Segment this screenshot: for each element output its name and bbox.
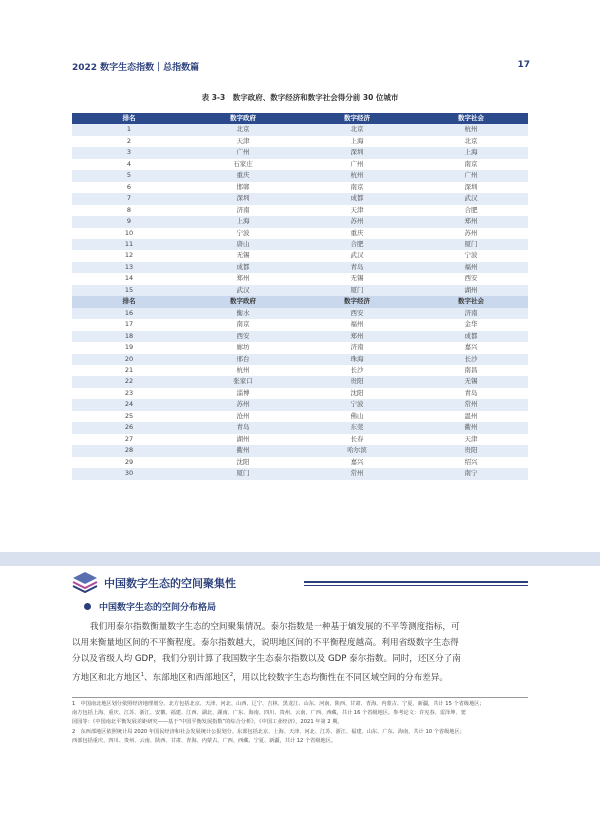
economy-city-cell: 无锡	[300, 273, 414, 284]
running-header: 2022 数字生态指数｜总指数篇	[72, 63, 200, 73]
table-row	[72, 342, 528, 353]
table-title: 表 3-3 数字政府、数字经济和数字社会得分前 30 位城市	[201, 93, 399, 102]
economy-city-cell: 成都	[300, 193, 414, 204]
economy-city-cell: 哈尔滨	[300, 445, 414, 456]
economy-city-cell: 沈阳	[300, 388, 414, 399]
repeat-col-header: 数字政府	[186, 296, 300, 307]
repeat-col-header: 数字经济	[300, 296, 414, 307]
gov-city-cell: 济南	[186, 205, 300, 216]
section-band	[0, 552, 600, 566]
col-header-rank: 排名	[72, 113, 186, 124]
gov-city-cell: 张家口	[186, 376, 300, 387]
society-city-cell: 长沙	[414, 354, 528, 365]
body-line: 我们用泰尔指数衡量数字生态的空间聚集情况。泰尔指数是一种基于熵发展的不平等测度指标，可	[90, 622, 460, 632]
subsection-title: 中国数字生态的空间分布格局	[99, 603, 217, 613]
body-line: 分以及省级人均 GDP，我们分别计算了我国数字生态泰尔指数以及 GDP 泰尔指数。同时，还区分了南	[72, 654, 461, 664]
rank-cell: 12	[72, 250, 186, 261]
gov-city-cell: 武汉	[186, 285, 300, 296]
rank-cell: 15	[72, 285, 186, 296]
footnote-1: 1 中国南北地区划分依照经济地理划分。北方包括北京、天津、河北、山西、辽宁、吉林、黑龙江、山东、河南、陕西、甘肃、青海、内蒙古、宁夏、新疆，共计 15 个省级地区； 南方包括上海、重庆、江苏、浙江、安徽、福建、江西、湖北、湖南、广东、海南、四川、贵州、云南、广西、西藏，共计 16 个省级地区。参考论文：许宪春、雷泽坤、窦 园园等：《中国南北平衡发展差距研究——基于“中国平衡发展指数”的综合分析》，《中国工业经济》，2021 年第 2 期。	[72, 701, 485, 726]
rank-cell: 8	[72, 205, 186, 216]
gov-city-cell: 无锡	[186, 250, 300, 261]
rank-cell: 10	[72, 228, 186, 239]
rank-cell: 9	[72, 216, 186, 227]
layers-icon	[72, 571, 98, 595]
society-city-cell: 湖州	[414, 285, 528, 296]
table-row	[72, 273, 528, 284]
page-number: 17	[517, 60, 530, 70]
table-row	[72, 205, 528, 216]
repeat-col-header: 排名	[72, 296, 186, 307]
gov-city-cell: 衢州	[186, 445, 300, 456]
gov-city-cell: 石家庄	[186, 159, 300, 170]
economy-city-cell: 北京	[300, 124, 414, 135]
col-header-economy: 数字经济	[300, 113, 414, 124]
table-row	[72, 308, 528, 319]
gov-city-cell: 沈阳	[186, 457, 300, 468]
society-city-cell: 宁波	[414, 250, 528, 261]
gov-city-cell: 邢台	[186, 354, 300, 365]
table-row	[72, 193, 528, 204]
economy-city-cell: 上海	[300, 136, 414, 147]
rank-cell: 30	[72, 468, 186, 479]
gov-city-cell: 廊坊	[186, 342, 300, 353]
rank-cell: 29	[72, 457, 186, 468]
rank-cell: 4	[72, 159, 186, 170]
body-line: 方地区和北方地区$^1$、东部地区和西部地区$^2$，用以比较数字生态均衡性在不同区域空间的分布差异。	[72, 672, 448, 683]
economy-city-cell: 长春	[300, 434, 414, 445]
table-row	[72, 170, 528, 181]
bullet-icon	[84, 603, 91, 610]
rank-cell: 14	[72, 273, 186, 284]
gov-city-cell: 北京	[186, 124, 300, 135]
society-city-cell: 南昌	[414, 365, 528, 376]
table-row	[72, 457, 528, 468]
rank-cell: 19	[72, 342, 186, 353]
rank-cell: 11	[72, 239, 186, 250]
footnote-2: 2 东西部地区依照统计局 2020 年国民经济和社会发展统计公报划分。东部包括北京、上海、天津、河北、江苏、浙江、福建、山东、广东、海南，共计 10 个省级地区； 西部包括重庆、四川、贵州、云南、陕西、甘肃、青海、内蒙古、广西、西藏、宁夏、新疆，共计 12 个省级地区。	[72, 729, 465, 745]
table-header-row	[72, 113, 528, 124]
table-row	[72, 228, 528, 239]
economy-city-cell: 西安	[300, 308, 414, 319]
economy-city-cell: 贵阳	[300, 376, 414, 387]
gov-city-cell: 南京	[186, 319, 300, 330]
society-city-cell: 绍兴	[414, 457, 528, 468]
economy-city-cell: 佛山	[300, 411, 414, 422]
society-city-cell: 武汉	[414, 193, 528, 204]
table-row	[72, 147, 528, 158]
table-row	[72, 445, 528, 456]
ranking-table	[72, 113, 528, 480]
rank-cell: 27	[72, 434, 186, 445]
gov-city-cell: 衡水	[186, 308, 300, 319]
table-row	[72, 388, 528, 399]
rank-cell: 18	[72, 331, 186, 342]
economy-city-cell: 苏州	[300, 216, 414, 227]
economy-city-cell: 青岛	[300, 262, 414, 273]
society-city-cell: 上海	[414, 147, 528, 158]
gov-city-cell: 重庆	[186, 170, 300, 181]
rank-cell: 24	[72, 399, 186, 410]
economy-city-cell: 合肥	[300, 239, 414, 250]
rank-cell: 26	[72, 422, 186, 433]
gov-city-cell: 淄博	[186, 388, 300, 399]
gov-city-cell: 青岛	[186, 422, 300, 433]
society-city-cell: 南京	[414, 159, 528, 170]
table-row	[72, 434, 528, 445]
table-row	[72, 422, 528, 433]
rank-cell: 25	[72, 411, 186, 422]
gov-city-cell: 唐山	[186, 239, 300, 250]
table-row	[72, 468, 528, 479]
economy-city-cell: 天津	[300, 205, 414, 216]
table-row	[72, 399, 528, 410]
rank-cell: 23	[72, 388, 186, 399]
society-city-cell: 成都	[414, 331, 528, 342]
economy-city-cell: 常州	[300, 468, 414, 479]
rank-cell: 21	[72, 365, 186, 376]
economy-city-cell: 长沙	[300, 365, 414, 376]
rank-cell: 16	[72, 308, 186, 319]
table-row	[72, 376, 528, 387]
society-city-cell: 南宁	[414, 468, 528, 479]
rank-cell: 17	[72, 319, 186, 330]
economy-city-cell: 深圳	[300, 147, 414, 158]
body-line: 以用来衡量地区间的不平衡程度。泰尔指数越大，说明地区间的不平衡程度越高。利用省级数字生态得	[72, 638, 459, 648]
rank-cell: 1	[72, 124, 186, 135]
section-title: 中国数字生态的空间聚集性	[104, 577, 236, 590]
subsection-heading	[84, 600, 216, 613]
economy-city-cell: 东莞	[300, 422, 414, 433]
repeat-col-header: 数字社会	[414, 296, 528, 307]
table-row	[72, 365, 528, 376]
society-city-cell: 衢州	[414, 422, 528, 433]
col-header-society: 数字社会	[414, 113, 528, 124]
gov-city-cell: 西安	[186, 331, 300, 342]
rank-cell: 3	[72, 147, 186, 158]
society-city-cell: 金华	[414, 319, 528, 330]
society-city-cell: 厦门	[414, 239, 528, 250]
economy-city-cell: 厦门	[300, 285, 414, 296]
rank-cell: 5	[72, 170, 186, 181]
table-row	[72, 319, 528, 330]
economy-city-cell: 福州	[300, 319, 414, 330]
rank-cell: 6	[72, 182, 186, 193]
society-city-cell: 温州	[414, 411, 528, 422]
table-row	[72, 285, 528, 296]
rank-cell: 28	[72, 445, 186, 456]
section-rule-thin	[304, 585, 528, 586]
section-heading	[72, 571, 528, 595]
rank-cell: 2	[72, 136, 186, 147]
society-city-cell: 天津	[414, 434, 528, 445]
footnote-ref-1[interactable]: 1	[140, 672, 144, 678]
gov-city-cell: 厦门	[186, 468, 300, 479]
economy-city-cell: 广州	[300, 159, 414, 170]
table-repeat-header-row	[72, 296, 528, 307]
gov-city-cell: 杭州	[186, 365, 300, 376]
economy-city-cell: 重庆	[300, 228, 414, 239]
gov-city-cell: 深圳	[186, 193, 300, 204]
table-row	[72, 216, 528, 227]
table-row	[72, 331, 528, 342]
economy-city-cell: 南京	[300, 182, 414, 193]
table-row	[72, 124, 528, 135]
table-row	[72, 411, 528, 422]
society-city-cell: 杭州	[414, 124, 528, 135]
society-city-cell: 贵阳	[414, 445, 528, 456]
gov-city-cell: 上海	[186, 216, 300, 227]
table-row	[72, 354, 528, 365]
society-city-cell: 苏州	[414, 228, 528, 239]
society-city-cell: 青岛	[414, 388, 528, 399]
economy-city-cell: 宁波	[300, 399, 414, 410]
rank-cell: 13	[72, 262, 186, 273]
gov-city-cell: 苏州	[186, 399, 300, 410]
body-paragraph	[72, 619, 528, 686]
society-city-cell: 西安	[414, 273, 528, 284]
table-row	[72, 262, 528, 273]
table-row	[72, 182, 528, 193]
society-city-cell: 无锡	[414, 376, 528, 387]
society-city-cell: 常州	[414, 399, 528, 410]
economy-city-cell: 武汉	[300, 250, 414, 261]
gov-city-cell: 邯郸	[186, 182, 300, 193]
rank-cell: 7	[72, 193, 186, 204]
rank-cell: 22	[72, 376, 186, 387]
gov-city-cell: 沧州	[186, 411, 300, 422]
section-rule	[304, 581, 528, 583]
society-city-cell: 深圳	[414, 182, 528, 193]
society-city-cell: 福州	[414, 262, 528, 273]
footnote-ref-2[interactable]: 2	[229, 672, 234, 678]
economy-city-cell: 嘉兴	[300, 457, 414, 468]
society-city-cell: 北京	[414, 136, 528, 147]
table-row	[72, 159, 528, 170]
gov-city-cell: 湖州	[186, 434, 300, 445]
gov-city-cell: 郑州	[186, 273, 300, 284]
economy-city-cell: 郑州	[300, 331, 414, 342]
society-city-cell: 嘉兴	[414, 342, 528, 353]
society-city-cell: 合肥	[414, 205, 528, 216]
gov-city-cell: 天津	[186, 136, 300, 147]
society-city-cell: 郑州	[414, 216, 528, 227]
economy-city-cell: 杭州	[300, 170, 414, 181]
society-city-cell: 广州	[414, 170, 528, 181]
economy-city-cell: 济南	[300, 342, 414, 353]
table-row	[72, 136, 528, 147]
footnote-divider	[72, 697, 528, 698]
table-row	[72, 250, 528, 261]
society-city-cell: 济南	[414, 308, 528, 319]
gov-city-cell: 广州	[186, 147, 300, 158]
col-header-gov: 数字政府	[186, 113, 300, 124]
economy-city-cell: 珠海	[300, 354, 414, 365]
table-row	[72, 239, 528, 250]
gov-city-cell: 成都	[186, 262, 300, 273]
gov-city-cell: 宁波	[186, 228, 300, 239]
rank-cell: 20	[72, 354, 186, 365]
